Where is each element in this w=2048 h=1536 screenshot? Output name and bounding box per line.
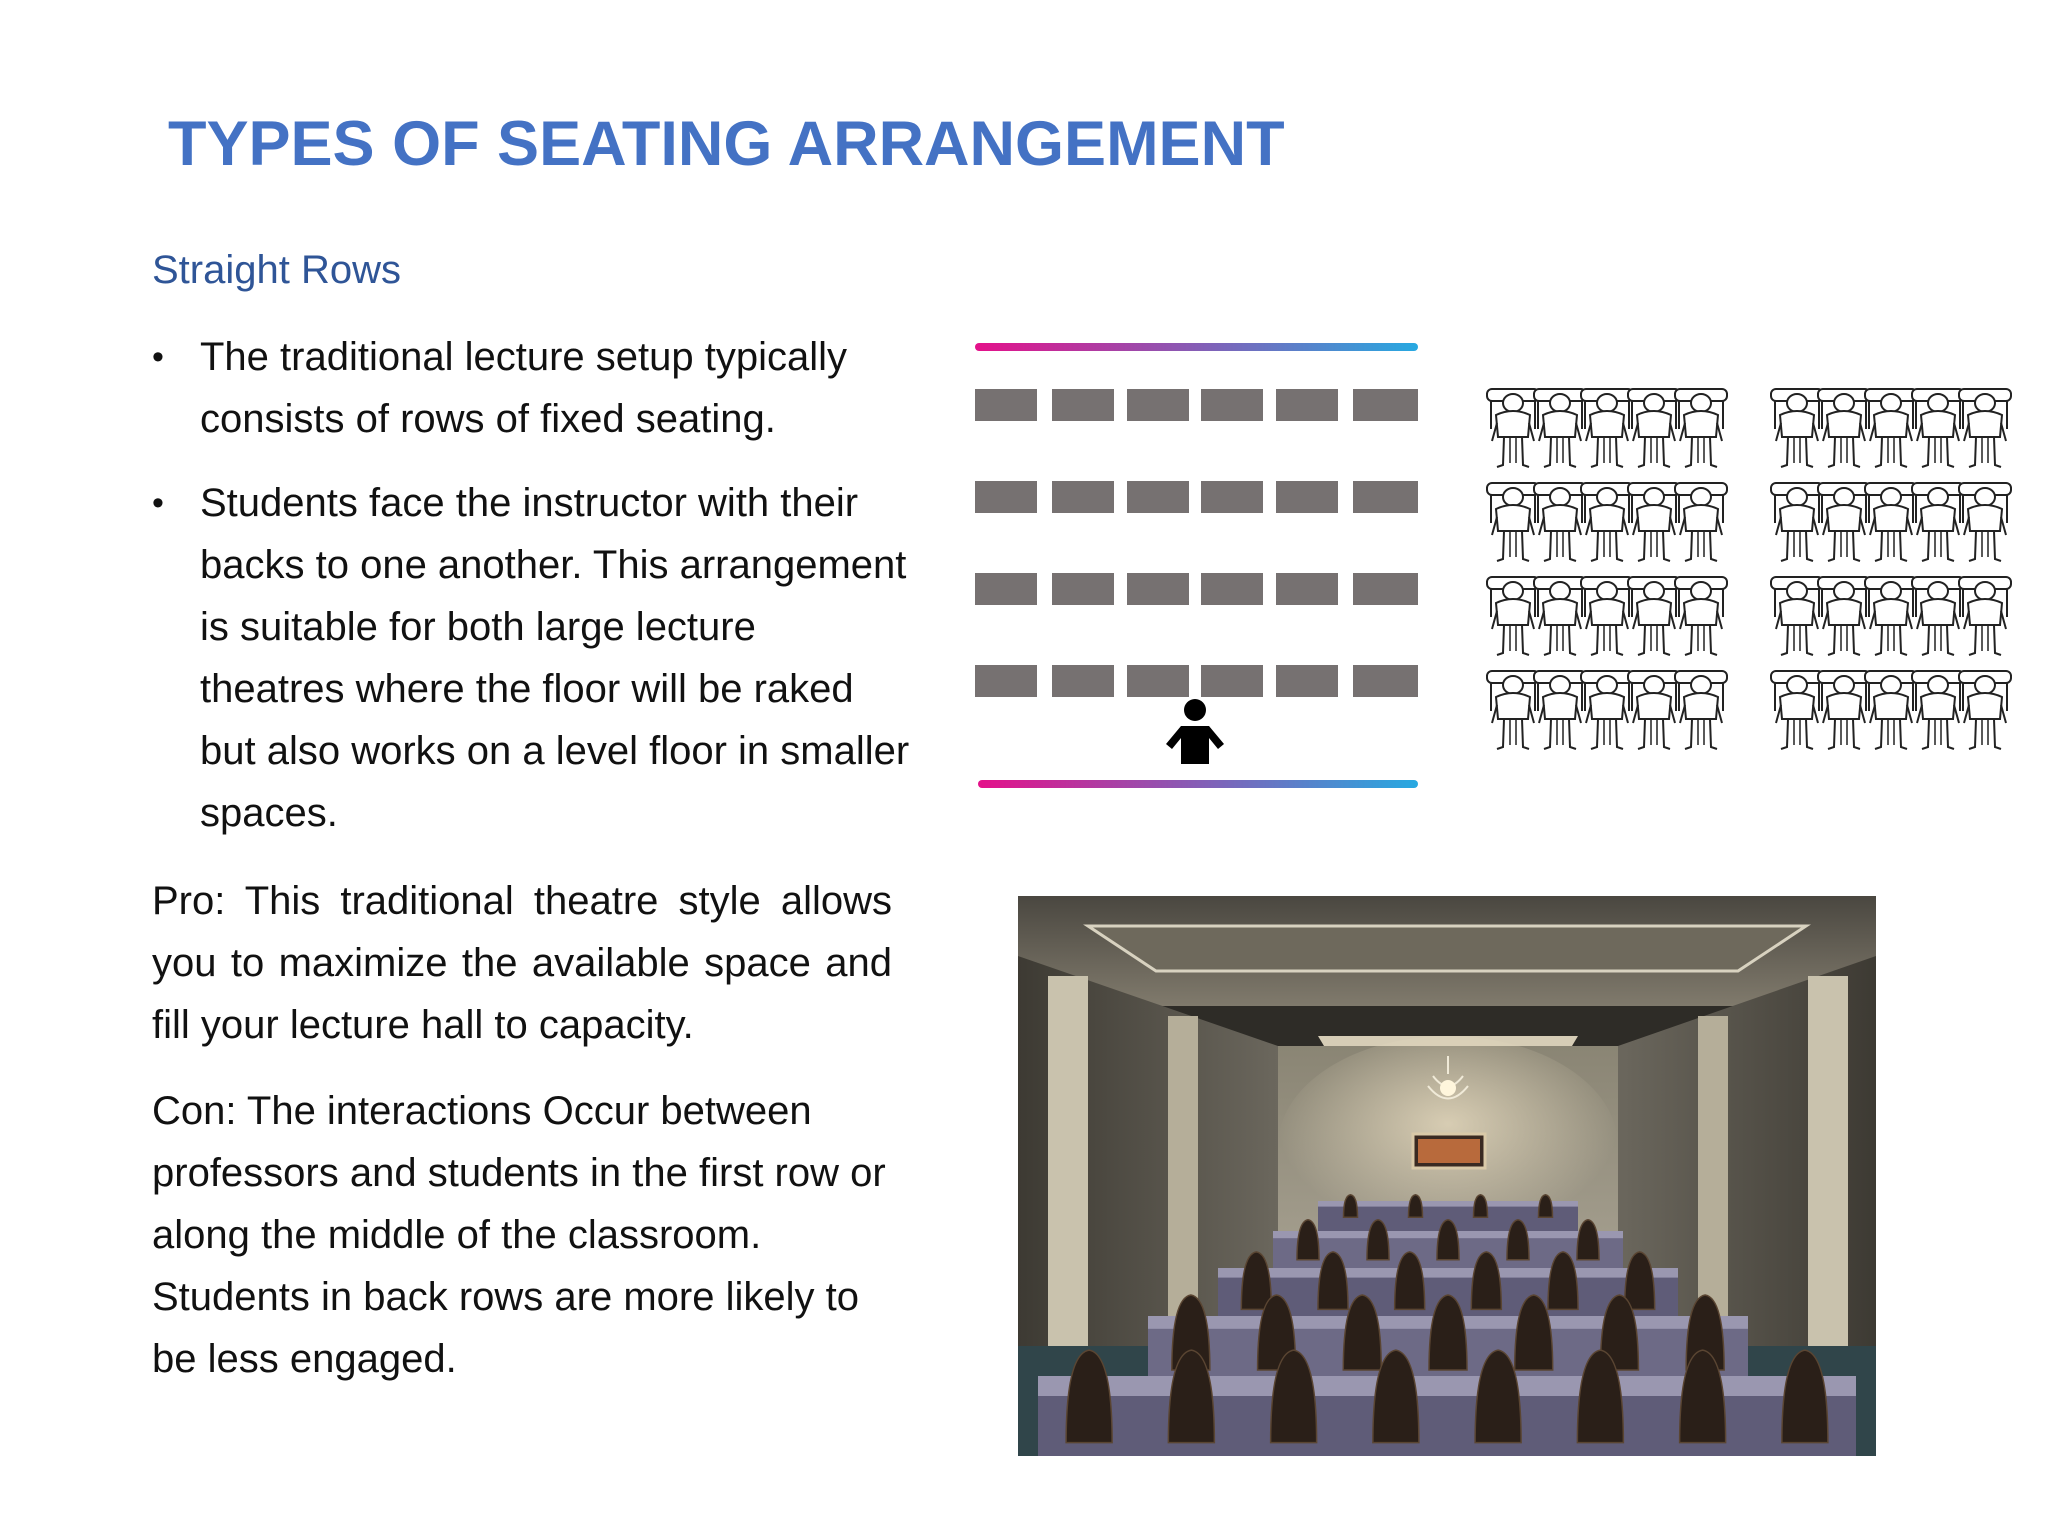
chair-with-person-icon bbox=[1675, 483, 1727, 561]
chair-with-person-icon bbox=[1675, 577, 1727, 655]
pro-paragraph: Pro: This traditional theatre style allows you to maximize the available space and fill your lecture hall to capacity. bbox=[152, 879, 892, 1047]
desk bbox=[1127, 573, 1189, 605]
seat-grid bbox=[1487, 389, 2011, 749]
conference-room-photo bbox=[1018, 896, 1876, 1456]
top-gradient-bar bbox=[975, 343, 1418, 351]
desk bbox=[975, 573, 1037, 605]
chair-with-person-icon bbox=[1865, 389, 1917, 467]
chair-with-person-icon bbox=[1818, 577, 1870, 655]
con-paragraph: Con: The interactions Occur between professors and students in the first row or along the middle of the classroom. Students in back rows are more likely to be less engaged. bbox=[152, 1089, 886, 1381]
desk bbox=[1276, 573, 1338, 605]
desk bbox=[1276, 665, 1338, 697]
chair-with-person-icon bbox=[1912, 483, 1964, 561]
desk bbox=[1353, 573, 1418, 605]
chair-with-person-icon bbox=[1865, 671, 1917, 749]
person-icon bbox=[1166, 699, 1224, 764]
chair-with-person-icon bbox=[1959, 671, 2011, 749]
bullet-item bbox=[150, 326, 910, 450]
chair-with-person-icon bbox=[1865, 577, 1917, 655]
chair-with-person-icon bbox=[1959, 389, 2011, 467]
chair-with-person-icon bbox=[1675, 671, 1727, 749]
desk bbox=[1201, 573, 1263, 605]
chair-with-person-icon bbox=[1628, 389, 1680, 467]
chair-with-person-icon bbox=[1534, 671, 1586, 749]
chair-with-person-icon bbox=[1628, 483, 1680, 561]
chair-with-person-icon bbox=[1581, 389, 1633, 467]
section-subtitle: Straight Rows bbox=[152, 248, 401, 292]
chair-with-person-icon bbox=[1959, 483, 2011, 561]
chair-with-person-icon bbox=[1675, 389, 1727, 467]
bullet-text: Students face the instructor with their backs to one another. This arrangement is suitable for both large lecture theatres where the floor will be raked but also works on a level floor in smaller spaces. bbox=[200, 481, 910, 835]
chair-with-person-icon bbox=[1581, 577, 1633, 655]
desk bbox=[1201, 481, 1263, 513]
desk bbox=[1276, 389, 1338, 421]
chair-with-person-icon bbox=[1487, 389, 1539, 467]
chair-with-person-icon bbox=[1771, 671, 1823, 749]
desk bbox=[975, 481, 1037, 513]
bullet-dot-icon: • bbox=[152, 484, 164, 522]
desk bbox=[1353, 481, 1418, 513]
bullet-dot-icon: • bbox=[152, 338, 164, 376]
chair-with-person-icon bbox=[1534, 577, 1586, 655]
desk-rows bbox=[975, 389, 1418, 697]
desk bbox=[1353, 665, 1418, 697]
chair-with-person-icon bbox=[1487, 577, 1539, 655]
straight-rows-diagram bbox=[960, 330, 2030, 810]
desk bbox=[1127, 389, 1189, 421]
desk bbox=[1353, 389, 1418, 421]
chair-with-person-icon bbox=[1771, 577, 1823, 655]
chair-with-person-icon bbox=[1534, 483, 1586, 561]
desk bbox=[975, 389, 1037, 421]
chair-with-person-icon bbox=[1865, 483, 1917, 561]
desk bbox=[1201, 665, 1263, 697]
desk bbox=[1201, 389, 1263, 421]
chair-with-person-icon bbox=[1912, 389, 1964, 467]
chair-with-person-icon bbox=[1912, 577, 1964, 655]
chair-with-person-icon bbox=[1628, 577, 1680, 655]
chair-with-person-icon bbox=[1487, 671, 1539, 749]
chair-with-person-icon bbox=[1771, 389, 1823, 467]
desk bbox=[1127, 481, 1189, 513]
chair-with-person-icon bbox=[1818, 389, 1870, 467]
chair-with-person-icon bbox=[1487, 483, 1539, 561]
chair-with-person-icon bbox=[1912, 671, 1964, 749]
bullet-list bbox=[150, 326, 910, 866]
desk bbox=[1052, 481, 1114, 513]
desk bbox=[1052, 389, 1114, 421]
chair-with-person-icon bbox=[1771, 483, 1823, 561]
desk bbox=[975, 665, 1037, 697]
bullet-item bbox=[150, 472, 910, 844]
chair-with-person-icon bbox=[1818, 483, 1870, 561]
chair-with-person-icon bbox=[1628, 671, 1680, 749]
bottom-gradient-bar bbox=[978, 780, 1418, 788]
chair-with-person-icon bbox=[1581, 671, 1633, 749]
desk bbox=[1052, 573, 1114, 605]
desk bbox=[1276, 481, 1338, 513]
chair-with-person-icon bbox=[1959, 577, 2011, 655]
slide-title: TYPES OF SEATING ARRANGEMENT bbox=[168, 109, 1285, 179]
desk bbox=[1052, 665, 1114, 697]
bullet-text: The traditional lecture setup typically consists of rows of fixed seating. bbox=[200, 335, 847, 441]
chair-with-person-icon bbox=[1534, 389, 1586, 467]
chair-with-person-icon bbox=[1818, 671, 1870, 749]
chair-with-person-icon bbox=[1581, 483, 1633, 561]
desk bbox=[1127, 665, 1189, 697]
